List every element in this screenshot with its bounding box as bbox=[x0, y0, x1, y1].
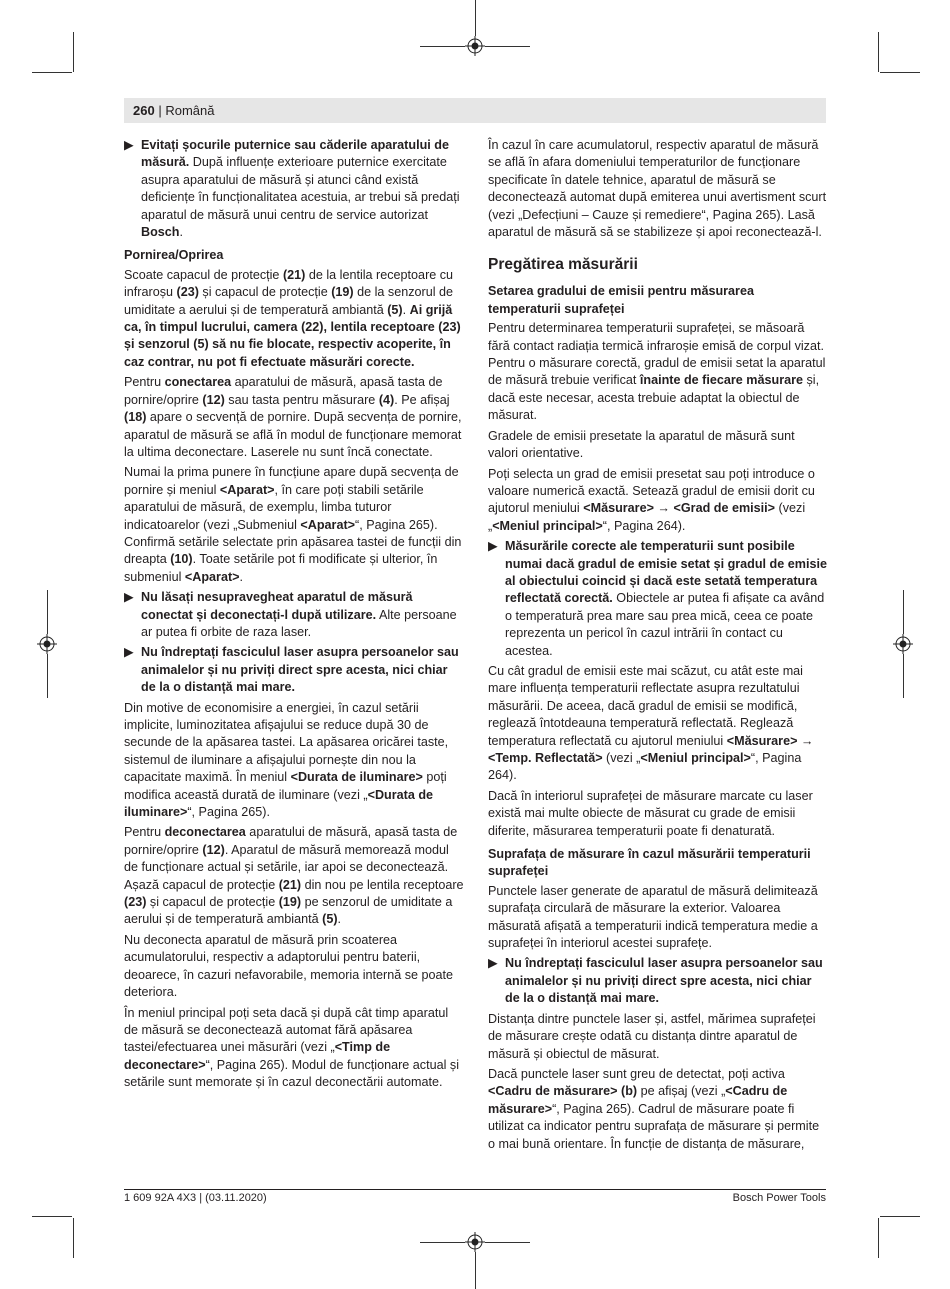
bullet-text: . bbox=[179, 225, 183, 240]
paragraph: Distanța dintre punctele laser și, astfel, mărimea suprafeței de măsurare crește odată cu distanța dintre aparatul de măsură și obiectul de măsurat. bbox=[488, 1011, 816, 1061]
crop-mark bbox=[420, 46, 465, 47]
crop-mark bbox=[47, 654, 48, 698]
paragraph: Cu cât gradul de emisii este mai scăzut, cu atât este mai mare influența temperaturii reflectate asupra rezultatului măsurării. De aceea, dacă gradul de emisii se modifică, reglează întotdeauna temperatură reflectată. Reglează temperatura reflectată cu ajutorul meniului <Măsurare> → <Temp. Reflectată> (vezi „<Meniul principal>“, Pagina 264). bbox=[488, 663, 814, 783]
bullet-text: După influențe exterioare puternice exercitate asupra aparatului de măsură și atunci când există deficiențe în funcționalitatea acestuia, ar trebui să predați aparatul de măsură unui centru de service autorizat bbox=[141, 155, 460, 222]
bullet-arrow-icon: ▶ bbox=[488, 956, 498, 971]
paragraph: Din motive de economisire a energiei, în cazul setării implicite, luminozitatea afișajului se reduce după 30 de secunde de la apăsarea tastei. La apăsarea oricărei taste, sistemul de iluminare a afișajului pornește din nou la capacitate maximă. În meniul <Durata de iluminare> poți modifica această durată de iluminare (vezi „<Durata de iluminare>“, Pagina 265). bbox=[124, 700, 449, 820]
section-heading: Pornirea/Oprirea bbox=[124, 248, 224, 263]
footer-rule bbox=[124, 1189, 826, 1190]
crop-mark bbox=[47, 590, 48, 634]
bullet-bold-text: Măsurările corecte ale temperaturii sunt posibile numai dacă gradul de emisie setat și gradul de emisie al obiectului coincid și dacă este setată temperatura reflectată corectă. bbox=[505, 539, 827, 606]
bullet-bold-text: Nu îndreptați fasciculul laser asupra persoanelor sau animalelor și nu priviți direct spre acesta, nici chiar de la o distanță mai mare. bbox=[141, 645, 459, 695]
bullet-bold-text: Nu îndreptați fasciculul laser asupra persoanelor sau animalelor și nu priviți direct spre acesta, nici chiar de la o distanță mai mare. bbox=[505, 956, 823, 1006]
registration-mark-icon bbox=[893, 634, 913, 654]
crop-mark bbox=[73, 1218, 74, 1258]
paragraph: Pentru deconectarea aparatului de măsură, apasă tasta de pornire/oprire (12). Aparatul de măsură memorează modul de funcționare actual și setările, iar apoi se deconectează. Așază capacul de protecție (21) din nou pe lentila receptoare (23) și capacul de protecție (19) pe senzorul de umiditate a aerului și de temperatură ambiantă (5). bbox=[124, 825, 464, 927]
bullet-arrow-icon: ▶ bbox=[488, 539, 498, 554]
crop-mark bbox=[903, 590, 904, 634]
footer-doc-id: 1 609 92A 4X3 | (03.11.2020) bbox=[124, 1192, 267, 1204]
registration-mark-icon bbox=[465, 1232, 485, 1252]
safety-bullet bbox=[124, 644, 464, 696]
registration-mark-icon bbox=[465, 36, 485, 56]
section-heading: Setarea gradului de emisii pentru măsurarea temperaturii suprafeței bbox=[488, 284, 754, 316]
left-column bbox=[124, 137, 464, 1095]
paragraph: Dacă în interiorul suprafeței de măsurare marcate cu laser există mai multe obiecte de măsurat cu grade de emisii diferite, măsurarea temperaturii poate fi denaturată. bbox=[488, 788, 813, 838]
header-bar bbox=[124, 98, 826, 123]
paragraph: Nu deconecta aparatul de măsură prin scoaterea acumulatorului, respectiv a adaptorului pentru baterii, deoarece, în cazuri nefavorabile, memoria internă se poate deteriora. bbox=[124, 932, 454, 1000]
crop-mark bbox=[420, 1242, 465, 1243]
paragraph: În meniul principal poți seta dacă și după cât timp aparatul de măsură se deconectează automat fără apăsarea tastei/efectuarea unei măsurări (vezi „<Timp de deconectare>“, Pagina 265). Modul de funcționare actual și setările sunt memorate și în cazul deconectării automate. bbox=[124, 1005, 459, 1090]
crop-mark bbox=[903, 654, 904, 698]
footer-brand: Bosch Power Tools bbox=[732, 1192, 826, 1204]
crop-mark bbox=[880, 1216, 920, 1217]
brand-text: Bosch bbox=[141, 225, 180, 240]
right-column bbox=[488, 137, 828, 1156]
crop-mark bbox=[475, 0, 476, 36]
safety-bullet bbox=[488, 955, 828, 1007]
page-number: 260 bbox=[133, 103, 155, 118]
crop-mark bbox=[485, 1242, 530, 1243]
paragraph: Poți selecta un grad de emisii presetat sau poți introduce o valoare numerică exactă. Setează gradul de emisii dorit cu ajutorul meniului <Măsurare> → <Grad de emisii> (vezi „<Meniul principal>“, Pagina 264). bbox=[488, 466, 815, 533]
header-language: Română bbox=[165, 103, 215, 118]
paragraph: Numai la prima punere în funcțiune apare după secvența de pornire și meniul <Aparat>, în care poți stabili setările aparatului de măsură, de exemplu, limba tuturor indicatoarelor (vezi „Submeniul <Aparat>“, Pagina 265). Confirmă setările selectate prin apăsarea tastei de funcții din dreapta (10). Toate setările pot fi modificate și ulterior, în submeniul <Aparat>. bbox=[124, 465, 462, 584]
safety-bullet bbox=[124, 137, 464, 241]
paragraph: Pentru determinarea temperaturii suprafeței, se măsoară fără contact radiația termică infraroșie emisă de corpul vizat. Pentru o măsurare corectă, gradul de emisii setat la aparatul de măsură trebuie verificat înainte de fiecare măsurare și, dacă este necesar, acesta trebuie adaptat la obiectul de măsurat. bbox=[488, 321, 826, 423]
page-header bbox=[133, 103, 214, 118]
paragraph: În cazul în care acumulatorul, respectiv aparatul de măsură se află în afara domeniului temperaturilor de funcționare specificate în datele tehnice, aparatul de măsură se deconectează automat după emiterea unui avertisment scurt (vezi „Defecțiuni – Cauze și remediere“, Pagina 265). Lasă aparatul de măsură să se stabilizeze și apoi reconectează-l. bbox=[488, 138, 827, 240]
paragraph: Dacă punctele laser sunt greu de detectat, poți activa <Cadru de măsurare> (b) pe afișaj (vezi „<Cadru de măsurare>“, Pagina 265). Cadrul de măsurare poate fi utilizat ca indicator pentru suprafața de măsurare și permite o mai bună orientare. În funcție de distanța de măsurare, bbox=[488, 1066, 820, 1151]
header-separator: | bbox=[158, 103, 162, 118]
crop-mark bbox=[32, 1216, 72, 1217]
crop-mark bbox=[485, 46, 530, 47]
crop-mark bbox=[73, 32, 74, 72]
bullet-arrow-icon: ▶ bbox=[124, 590, 134, 605]
bullet-arrow-icon: ▶ bbox=[124, 138, 134, 152]
section-heading: Suprafața de măsurare în cazul măsurării temperaturii suprafeței bbox=[488, 847, 811, 879]
crop-mark bbox=[878, 1218, 879, 1258]
bullet-bold-text: Evitați șocurile puternice sau căderile aparatului de măsură. bbox=[141, 138, 449, 170]
crop-mark bbox=[475, 1252, 476, 1289]
section-title: Pregătirea măsurării bbox=[488, 256, 638, 274]
paragraph: Pentru conectarea aparatului de măsură, apasă tasta de pornire/oprire (12) sau tasta pentru măsurare (4). Pe afișaj (18) apare o secvență de pornire. După secvența de pornire, aparatul de măsură se află în modul de funcționare memorat la ultima deconectare. Laserele nu sunt încă conectate. bbox=[124, 375, 462, 459]
bullet-bold-text: Nu lăsați nesupravegheat aparatul de măsură conectat și deconectați-l după utilizare. bbox=[141, 590, 413, 622]
safety-bullet bbox=[488, 538, 828, 660]
registration-mark-icon bbox=[37, 634, 57, 654]
paragraph: Gradele de emisii presetate la aparatul de măsură sunt valori orientative. bbox=[488, 428, 795, 461]
crop-mark bbox=[880, 72, 920, 73]
bullet-arrow-icon: ▶ bbox=[124, 645, 134, 660]
safety-bullet bbox=[124, 589, 464, 641]
paragraph: Scoate capacul de protecție (21) de la lentila receptoare cu infraroșu (23) și capacul de protecție (19) de la senzorul de umiditate a aerului și de temperatură ambiantă (5). Ai grijă ca, în timpul lucrului, camera (22), lentila receptoare (23) și senzorul (5) să nu fie blocate, respectiv acoperite, în caz contrar, nu pot fi efectuate măsurări corecte. bbox=[124, 267, 461, 369]
crop-mark bbox=[878, 32, 879, 72]
paragraph: Punctele laser generate de aparatul de măsură delimitează suprafața circulară de măsurare la exterior. Valoarea măsurată afișată a temperaturii indică temperatura medie a suprafeței în interiorul acestei suprafețe. bbox=[488, 883, 818, 951]
bullet-text: Alte persoane ar putea fi orbite de raza laser. bbox=[141, 607, 457, 639]
crop-mark bbox=[32, 72, 72, 73]
bullet-text: Obiectele ar putea fi afișate ca având o temperatură prea mare sau prea mică, ceea ce poate reprezenta un pericol în cazul intrării în contact cu acestea. bbox=[505, 591, 825, 658]
